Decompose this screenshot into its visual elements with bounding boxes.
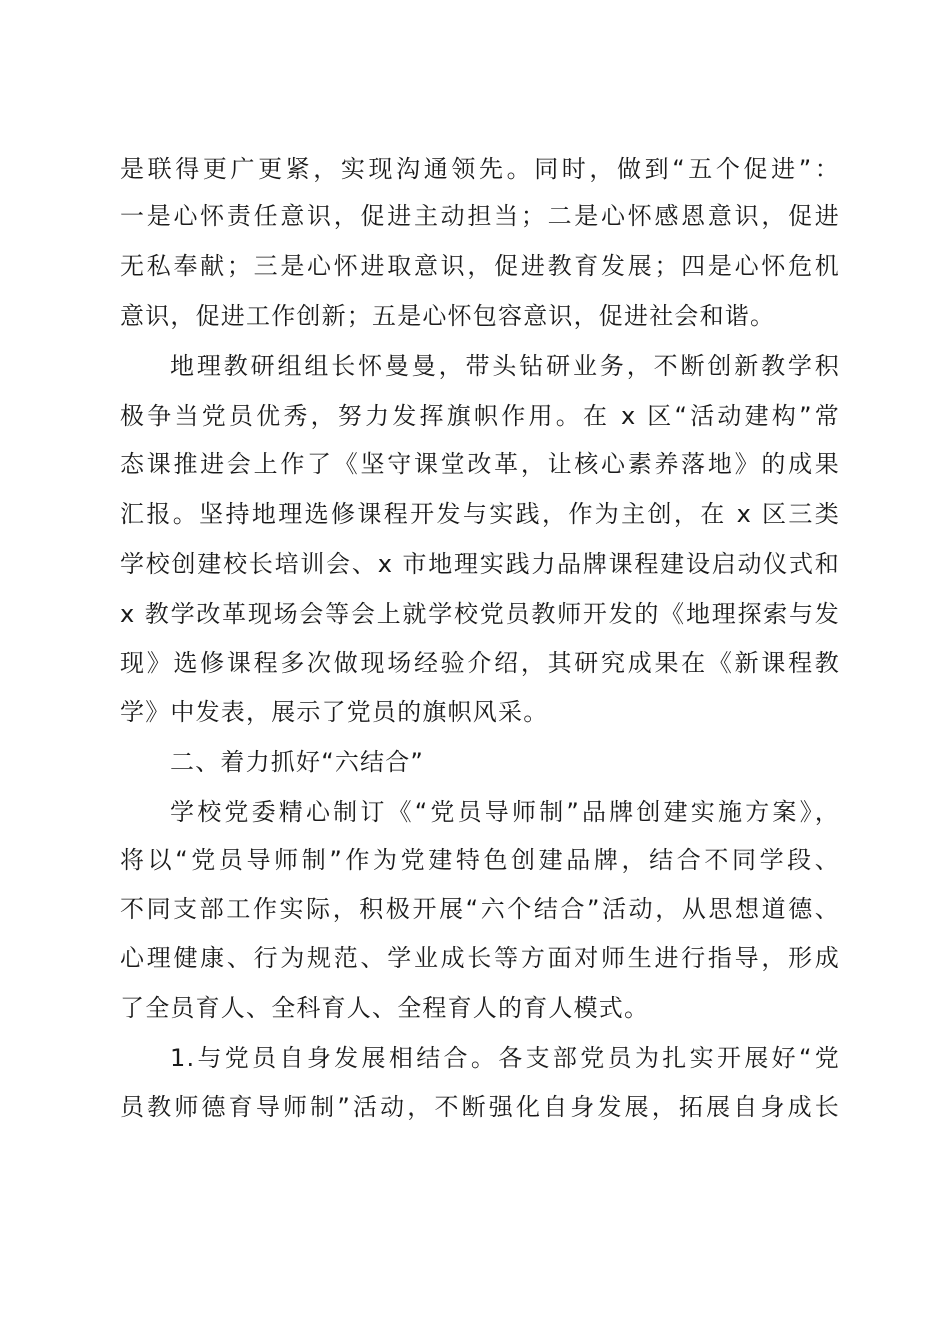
- text-line: 态课推进会上作了《坚守课堂改革，让核心素养落地》的成果: [120, 450, 840, 478]
- text-line: 汇报。坚持地理选修课程开发与实践，作为主创，在 x 区三类: [120, 500, 840, 528]
- text-line: 学校创建校长培训会、x 市地理实践力品牌课程建设启动仪式和: [120, 550, 840, 578]
- text-line: 将以“党员导师制”作为党建特色创建品牌，结合不同学段、: [120, 846, 840, 874]
- text-line: 一是心怀责任意识，促进主动担当；二是心怀感恩意识，促进: [120, 202, 840, 230]
- text-line: 无私奉献；三是心怀进取意识，促进教育发展；四是心怀危机: [120, 252, 840, 280]
- text-line: x 教学改革现场会等会上就学校党员教师开发的《地理探索与发: [120, 600, 840, 628]
- text-line: 了全员育人、全科育人、全程育人的育人模式。: [120, 994, 650, 1022]
- paragraph-first-line: 地理教研组组长怀曼曼，带头钻研业务，不断创新教学积: [170, 352, 840, 380]
- paragraph-first-line: 1.与党员自身发展相结合。各支部党员为扎实开展好“党: [170, 1044, 840, 1072]
- text-line: 学》中发表，展示了党员的旗帜风采。: [120, 698, 549, 726]
- paragraph-first-line: 学校党委精心制订《“党员导师制”品牌创建实施方案》，: [170, 798, 840, 826]
- text-line: 极争当党员优秀，努力发挥旗帜作用。在 x 区“活动建构”常: [120, 402, 840, 430]
- section-heading: 二、着力抓好“六结合”: [170, 748, 425, 776]
- text-line: 心理健康、行为规范、学业成长等方面对师生进行指导，形成: [120, 944, 840, 972]
- text-line: 现》选修课程多次做现场经验介绍，其研究成果在《新课程教: [120, 649, 840, 677]
- text-line: 是联得更广更紧，实现沟通领先。同时，做到“五个促进”：: [120, 155, 840, 183]
- text-line: 不同支部工作实际，积极开展“六个结合”活动，从思想道德、: [120, 895, 840, 923]
- text-line: 意识，促进工作创新；五是心怀包容意识，促进社会和谐。: [120, 302, 776, 330]
- text-line: 员教师德育导师制”活动，不断强化自身发展，拓展自身成长: [120, 1093, 840, 1121]
